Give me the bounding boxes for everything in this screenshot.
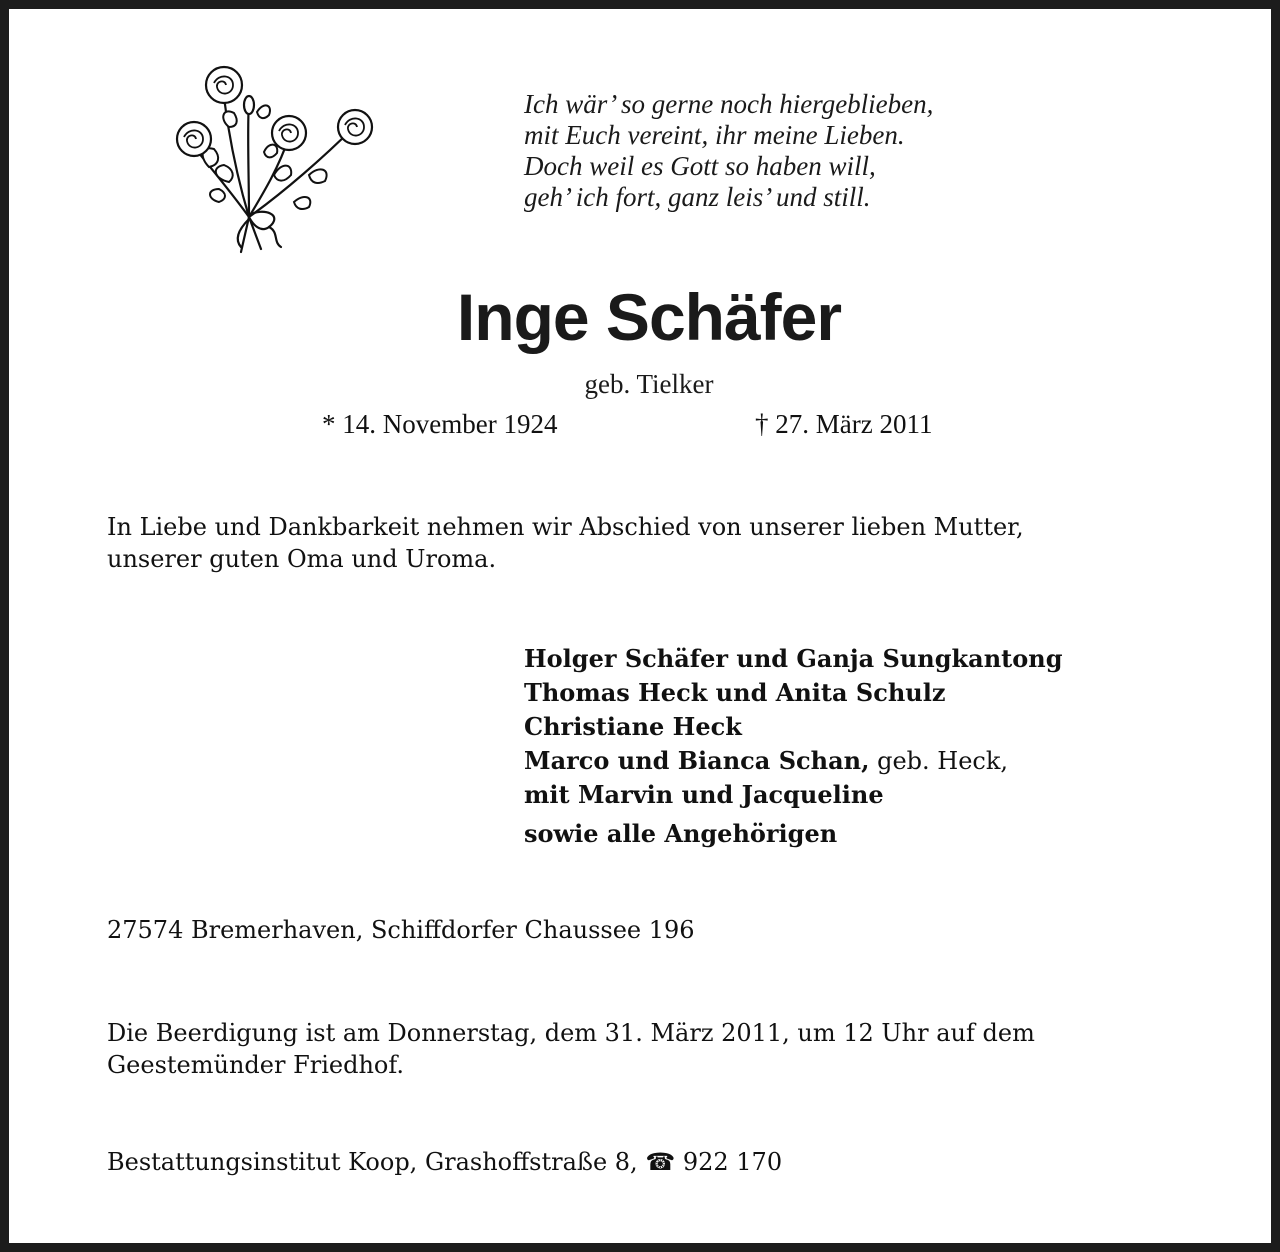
undertaker-text: Bestattungsinstitut Koop, Grashoffstraße 8, xyxy=(107,1148,646,1176)
mourner-line: Christiane Heck xyxy=(524,712,742,741)
funeral-notice xyxy=(107,1017,1217,1081)
poem-line: mit Euch vereint, ihr meine Lieben. xyxy=(524,120,905,150)
farewell-line: In Liebe und Dankbarkeit nehmen wir Abschied von unserer lieben Mutter, xyxy=(107,513,1024,541)
mourner-line: Thomas Heck und Anita Schulz xyxy=(524,678,946,707)
birth-date: * 14. November 1924 xyxy=(322,409,558,439)
funeral-line: Geestemünder Friedhof. xyxy=(107,1051,405,1079)
mourner-names: Marco und Bianca Schan, xyxy=(524,746,870,775)
death-date: † 27. März 2011 xyxy=(755,409,933,439)
memorial-poem xyxy=(524,89,1204,213)
telephone-icon: ☎ xyxy=(645,1148,676,1176)
family-address: 27574 Bremerhaven, Schiffdorfer Chaussee 196 xyxy=(107,916,695,944)
mourner-line: mit Marvin und Jacqueline xyxy=(524,780,884,809)
mourner-line: sowie alle Angehörigen xyxy=(524,819,838,848)
rose-bouquet-icon xyxy=(169,57,384,257)
funeral-line: Die Beerdigung ist am Donnerstag, dem 31. März 2011, um 12 Uhr auf dem xyxy=(107,1019,1035,1047)
poem-line: Ich wär’ so gerne noch hiergeblieben, xyxy=(524,89,934,119)
deceased-name: Inge Schäfer xyxy=(456,280,842,354)
farewell-text xyxy=(107,511,1217,575)
mourner-birth-name: geb. Heck, xyxy=(869,747,1009,775)
birth-name: geb. Tielker xyxy=(584,369,714,399)
poem-line: Doch weil es Gott so haben will, xyxy=(524,151,876,181)
farewell-line: unserer guten Oma und Uroma. xyxy=(107,545,497,573)
undertaker-info xyxy=(107,1148,782,1176)
undertaker-phone: 922 170 xyxy=(675,1148,783,1176)
mourner-line: Holger Schäfer und Ganja Sungkantong xyxy=(524,644,1063,673)
poem-line: geh’ ich fort, ganz leis’ und still. xyxy=(524,182,871,212)
mourner-line xyxy=(524,744,1224,778)
mourners-list xyxy=(524,642,1224,851)
